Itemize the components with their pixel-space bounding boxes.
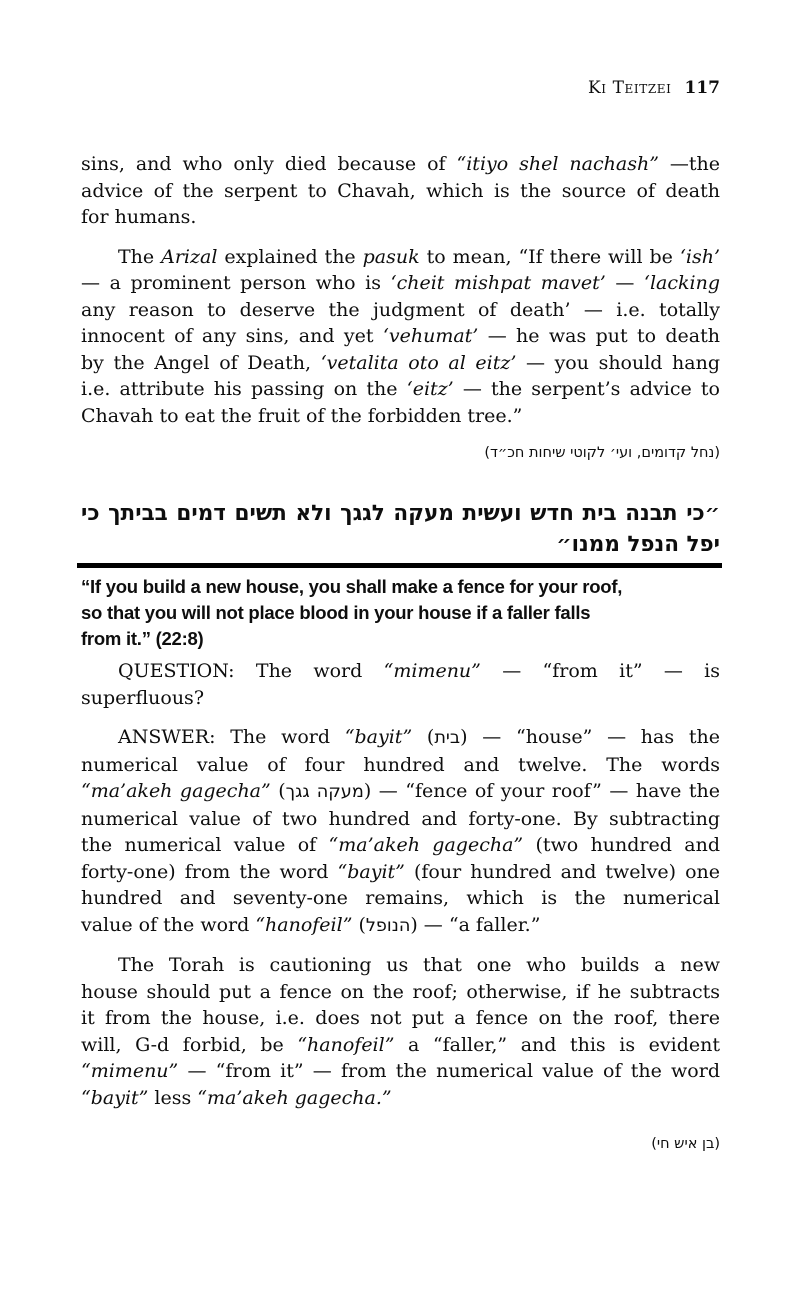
- paragraph-0: [81, 151, 720, 231]
- text-line: by the Angel of Death, ‘vetalita oto al eitz’ — you should hang: [81, 351, 721, 374]
- text-line: i.e. attribute his passing on the ‘eitz’ — the serpent’s advice to: [81, 378, 720, 400]
- text-line: hundred and seventy-one remains, which is the numerical: [81, 887, 720, 909]
- text-line: from it.” (22:8): [81, 628, 204, 649]
- paragraph-1: [81, 244, 720, 430]
- text-line: innocent of any sins, and yet ‘vehumat’ — he was put to death: [81, 325, 720, 347]
- text-line: Chavah to eat the fruit of the forbidden tree.”: [81, 404, 523, 427]
- text-line: The Arizal explained the pasuk to mean, “If there will be ‘ish’: [118, 245, 720, 268]
- text-line: value of the word “hanofeil” (הנופל) — “a faller.”: [81, 913, 541, 936]
- text-line: numerical value of four hundred and twelve. The words: [81, 753, 720, 776]
- paragraph-8: [81, 952, 720, 1111]
- text-line: will, G-d forbid, be “hanofeil” a “faller,” and this is evident: [81, 1033, 720, 1056]
- source-citation-2: (נחל קדומים, ועי׳ לקוטי שיחות חכ״ד): [484, 445, 720, 461]
- inline-hebrew-word: בית: [434, 728, 461, 748]
- text-line: “ma’akeh gagecha” (מעקה גגך) — “fence of your roof” — have the: [81, 780, 720, 802]
- chapter-title: Ki Teitzei: [587, 78, 672, 98]
- inline-hebrew-word: מעקה גגך: [285, 782, 364, 802]
- verse-hebrew-heading-3: [81, 498, 720, 560]
- text-line: sins, and who only died because of “itiyo shel nachash” —the: [81, 153, 720, 175]
- text-line: — a prominent person who is ‘cheit mishpat mavet’ — ‘lacking: [81, 272, 720, 294]
- text-line: it from the house, i.e. does not put a fence on the roof, there: [81, 1007, 720, 1029]
- text-line: ״כי תבנה בית חדש ועשית מעקה לגגך ולא תשים דמים בביתך כי: [81, 501, 720, 526]
- page-number: 117: [684, 78, 720, 98]
- text-line: QUESTION: The word “mimenu” — “from it” — is: [118, 660, 720, 682]
- verse-translation-5: [81, 574, 720, 652]
- text-line: the numerical value of “ma’akeh gagecha” (two hundred and: [81, 834, 720, 856]
- text-line: “mimenu” — “from it” — from the numerical value of the word: [81, 1060, 720, 1082]
- text-line: “If you build a new house, you shall make a fence for your roof,: [81, 576, 623, 597]
- text-line: any reason to deserve the judgment of death’ — i.e. totally: [81, 298, 720, 321]
- paragraph-6: [81, 658, 720, 711]
- inline-hebrew-word: הנופל: [365, 915, 411, 936]
- text-line: forty-one) from the word “bayit” (four hundred and twelve) one: [81, 860, 720, 883]
- text-line: so that you will not place blood in your house if a faller falls: [81, 602, 591, 623]
- page-content: [81, 151, 720, 1155]
- page-header: [81, 78, 720, 98]
- text-line: advice of the serpent to Chavah, which is the source of death: [81, 179, 720, 202]
- text-line: “bayit” less “ma’akeh gagecha.”: [81, 1086, 392, 1109]
- paragraph-7: [81, 724, 720, 939]
- text-line: The Torah is cautioning us that one who builds a new: [118, 954, 720, 976]
- text-line: superfluous?: [81, 686, 204, 709]
- text-line: for humans.: [81, 206, 197, 228]
- heading-divider-rule-4: [77, 563, 722, 568]
- text-line: house should put a fence on the roof; otherwise, if he subtracts: [81, 980, 720, 1003]
- text-line: ANSWER: The word “bayit” (בית) — “house” — has the: [118, 726, 720, 748]
- text-line: יפל הנפל ממנו״: [556, 532, 720, 557]
- source-citation-9: (בן איש חי): [651, 1136, 720, 1152]
- text-line: numerical value of two hundred and forty-one. By subtracting: [81, 807, 720, 830]
